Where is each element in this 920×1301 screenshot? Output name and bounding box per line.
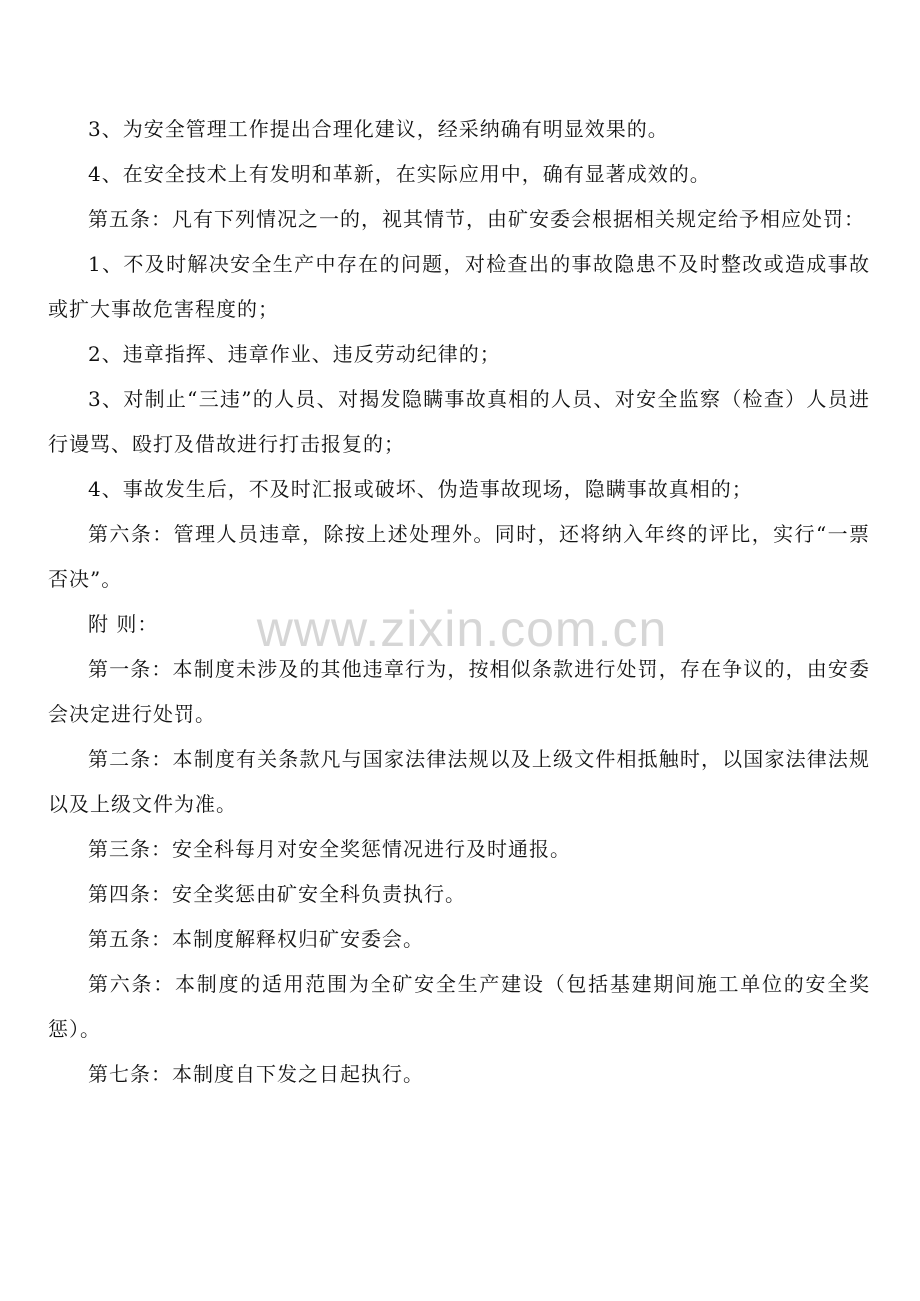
paragraph-article-5: 第五条：凡有下列情况之一的，视其情节，由矿安委会根据相关规定给予相应处罚： <box>88 207 865 231</box>
paragraph-penalty-2: 2、违章指挥、违章作业、违反劳动纪律的； <box>88 342 501 366</box>
paragraph-appendix-2: 第二条：本制度有关条款凡与国家法律法规以及上级文件相抵触时，以国家法律法规以及上级文件为准。 <box>48 747 870 816</box>
paragraph-appendix-5: 第五条：本制度解释权归矿安委会。 <box>88 927 424 951</box>
document-body <box>48 107 870 1097</box>
section-heading-appendix: 附 则： <box>88 612 159 636</box>
paragraph-appendix-1: 第一条：本制度未涉及的其他违章行为，按相似条款进行处罚，存在争议的，由安委会决定进行处罚。 <box>48 657 870 726</box>
paragraph-article-6: 第六条：管理人员违章，除按上述处理外。同时，还将纳入年终的评比，实行“一票否决”。 <box>48 522 870 591</box>
paragraph-award-3: 3、为安全管理工作提出合理化建议，经采纳确有明显效果的。 <box>88 117 669 141</box>
paragraph-appendix-3: 第三条：安全科每月对安全奖惩情况进行及时通报。 <box>88 837 571 861</box>
watermark: www.zixin.com.cn <box>256 601 668 657</box>
paragraph-appendix-6: 第六条：本制度的适用范围为全矿安全生产建设（包括基建期间施工单位的安全奖惩）。 <box>48 972 870 1041</box>
paragraph-penalty-3: 3、对制止“三违”的人员、对揭发隐瞒事故真相的人员、对安全监察（检查）人员进行谩骂、殴打及借故进行打击报复的； <box>48 387 870 456</box>
paragraph-award-4: 4、在安全技术上有发明和革新，在实际应用中，确有显著成效的。 <box>88 162 711 186</box>
paragraph-appendix-4: 第四条：安全奖惩由矿安全科负责执行。 <box>88 882 466 906</box>
paragraph-appendix-7: 第七条：本制度自下发之日起执行。 <box>88 1062 424 1086</box>
paragraph-penalty-1: 1、不及时解决安全生产中存在的问题，对检查出的事故隐患不及时整改或造成事故或扩大事故危害程度的； <box>48 252 870 321</box>
paragraph-penalty-4: 4、事故发生后，不及时汇报或破坏、伪造事故现场，隐瞒事故真相的； <box>88 477 753 501</box>
